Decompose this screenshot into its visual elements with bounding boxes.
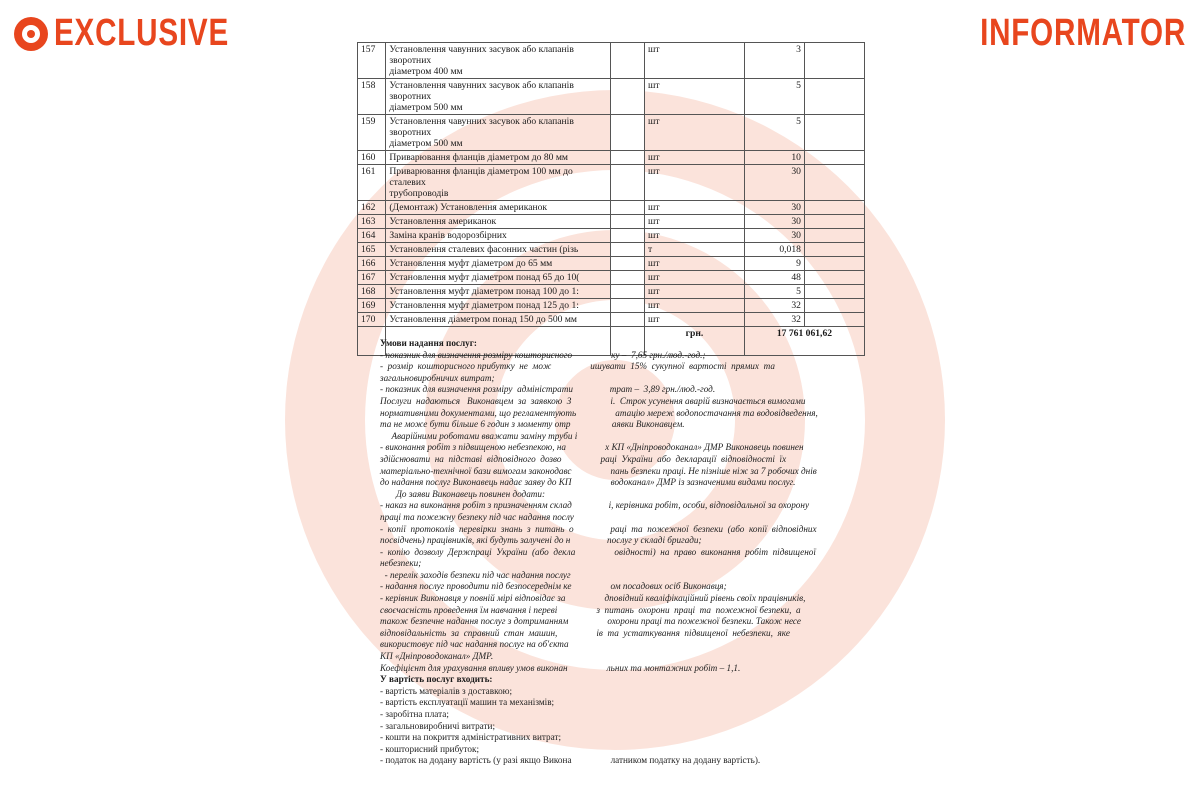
terms-line: Послуги надаються Виконавцем за заявкою З і. Строк усунення аварій визначається вимогами [380,395,806,406]
table-row [358,43,865,79]
row-gap [610,79,644,115]
terms-line: - розмір кошторисного прибутку не мож ишувати 15% сукупної вартості прямих та [380,361,775,372]
row-quantity: 9 [744,257,804,271]
row-unit: шт [645,201,745,215]
row-gap [610,285,644,299]
row-name: Приварювання фланців діаметром 100 мм до сталевих трубопроводів [386,165,610,201]
row-unit: шт [645,215,745,229]
terms-line: - надання послуг проводити під безпосереднім ке ом посадових осіб Виконавця; [380,581,727,592]
row-gap [610,313,644,327]
table-row [358,243,865,257]
table-row [358,115,865,151]
total-unit: грн. [645,327,745,356]
total-value: 17 761 061,62 [744,327,864,356]
terms-line: - копію дозволу Держпраці України (або декла овідності) на право виконання робіт підвищеної [380,546,816,557]
row-name: Установлення чавунних засувок або клапанів зворотних діаметром 400 мм [386,43,610,79]
row-gap [610,43,644,79]
row-number: 158 [358,79,386,115]
row-empty-cell [804,257,864,271]
row-number: 166 [358,257,386,271]
row-quantity: 32 [744,313,804,327]
row-name: Установлення муфт діаметром понад 125 до 1: [386,299,610,313]
terms-line: Аварійними роботами вважати заміну труби і [380,430,578,441]
terms-line: до надання послуг Виконавець надає заяву до КП водоканал» ДМР із зазначеними видами послуг. [380,477,796,488]
row-gap [610,229,644,243]
row-name: Установлення муфт діаметром понад 65 до 10( [386,271,610,285]
terms-line: - показник для визначення розміру кошторисного ку – 7,65 грн./люд.-год.; [380,349,706,360]
row-number: 161 [358,165,386,201]
cost-line: - податок на додану вартість (у разі якщо Викона латником податку на додану вартість). [380,755,761,766]
estimate-document [357,42,867,356]
row-number: 157 [358,43,386,79]
row-gap [610,257,644,271]
terms-line: КП «Дніпроводоканал» ДМР. [380,651,494,662]
row-empty-cell [804,313,864,327]
row-quantity: 5 [744,115,804,151]
cost-line: - вартість матеріалів з доставкою; [380,685,513,696]
cost-line: - кошти на покриття адміністративних витрат; [380,732,562,743]
table-row [358,313,865,327]
row-gap [610,215,644,229]
cost-line: - загальновиробничі витрати; [380,720,495,731]
cost-line: - заробітна плата; [380,709,449,719]
row-unit: шт [645,43,745,79]
terms-line: загальновиробничих витрат; [380,372,495,383]
row-number: 167 [358,271,386,285]
row-empty-cell [804,79,864,115]
cost-lines [380,686,852,767]
terms-line: Коефіцієнт для урахування впливу умов виконан льних та монтажних робіт – 1,1. [380,662,741,673]
cost-line: - вартість експлуатації машин та механізмів; [380,697,555,708]
row-name: (Демонтаж) Установлення американок [386,201,610,215]
table-row [358,299,865,313]
row-unit: шт [645,313,745,327]
row-empty-cell [804,165,864,201]
row-empty-cell [804,229,864,243]
terms-line: До заяви Виконавець повинен додати: [380,488,546,499]
terms-line: матеріально-технічної бази вимогам законодавс пань безпеки праці. Не пізніше ніж за 7 робочих днів [380,465,817,476]
row-gap [610,299,644,313]
row-unit: шт [645,79,745,115]
row-number: 168 [358,285,386,299]
terms-line: та не може бути більше 6 годин з моменту отр аявки Виконавцем. [380,419,685,430]
table-row [358,79,865,115]
brand-left-text: EXCLUSIVE [54,12,230,54]
terms-line: використовує під час надання послуг на об'єкта [380,639,569,650]
brand-right-text: INFORMATOR [980,12,1186,54]
row-name: Установлення чавунних засувок або клапанів зворотних діаметром 500 мм [386,115,610,151]
terms-line: - виконання робіт з підвищеною небезпекою, на х КП «Дніпроводоканал» ДМР Виконавець повинен [380,442,804,453]
row-quantity: 3 [744,43,804,79]
row-name: Приварювання фланців діаметром до 80 мм [386,151,610,165]
terms-lines [380,350,852,675]
terms-line: небезпеки; [380,558,422,569]
row-empty-cell [804,299,864,313]
row-number: 169 [358,299,386,313]
table-row [358,285,865,299]
row-unit: шт [645,115,745,151]
row-empty-cell [804,43,864,79]
exclusive-logo-icon [14,17,48,51]
row-unit: шт [645,257,745,271]
service-terms [380,338,852,767]
row-empty-cell [804,151,864,165]
brand-exclusive [14,12,278,55]
cost-line: - кошторисний прибуток; [380,743,479,754]
row-unit: шт [645,285,745,299]
terms-line: - перелік заходів безпеки під час надання послуг [380,569,571,580]
row-name: Установлення сталевих фасонних частин (різь [386,243,610,257]
row-unit: шт [645,151,745,165]
row-gap [610,165,644,201]
terms-line: відповідальність за справний стан машин, ів та устаткування підвищеної небезпеки, яке [380,627,790,638]
row-name: Установлення чавунних засувок або клапанів зворотних діаметром 500 мм [386,79,610,115]
row-quantity: 5 [744,79,804,115]
terms-line: - показник для визначення розміру адміністрати трат – 3,89 грн./люд.-год. [380,384,716,395]
row-name: Установлення американок [386,215,610,229]
row-quantity: 10 [744,151,804,165]
row-gap [610,115,644,151]
row-unit: шт [645,165,745,201]
row-number: 165 [358,243,386,257]
terms-line: праці та пожежну безпеку під час надання послу [380,511,574,522]
terms-line: - наказ на виконання робіт з призначенням склад і, керівника робіт, особи, відповідальної за охорону [380,500,810,511]
row-quantity: 30 [744,165,804,201]
row-number: 162 [358,201,386,215]
row-quantity: 30 [744,201,804,215]
terms-line: своєчасність проведення їм навчання і переві з питань охорони праці та пожежної безпеки, а [380,604,801,615]
row-quantity: 30 [744,215,804,229]
terms-line: - копії протоколів перевірки знань з питань о раці та пожежної безпеки (або копії відповідних [380,523,817,534]
table-row [358,215,865,229]
row-quantity: 48 [744,271,804,285]
row-empty-cell [804,243,864,257]
row-name: Заміна кранів водорозбірних [386,229,610,243]
cost-heading: У вартість послуг входить: [380,674,493,685]
row-number: 170 [358,313,386,327]
row-number: 160 [358,151,386,165]
row-unit: шт [645,271,745,285]
row-name: Установлення діаметром понад 150 до 500 мм [386,313,610,327]
row-gap [610,201,644,215]
row-gap [610,271,644,285]
terms-line: здійснювати на підставі відповідного дозво раці України або декларації відповідності їх [380,453,787,464]
row-empty-cell [804,285,864,299]
row-gap [610,151,644,165]
row-unit: шт [645,229,745,243]
terms-line: нормативними документами, що регламентують атацію мереж водопостачання та водовідведення, [380,407,818,418]
row-name: Установлення муфт діаметром до 65 мм [386,257,610,271]
row-number: 159 [358,115,386,151]
items-table [357,42,865,356]
row-empty-cell [804,115,864,151]
row-number: 163 [358,215,386,229]
row-empty-cell [804,201,864,215]
terms-line: також безпечне надання послуг з дотриманням охорони праці та пожежної безпеки. Також несе [380,616,801,627]
table-row [358,165,865,201]
table-row [358,257,865,271]
terms-line: - керівник Виконавця у повній мірі відповідає за дповідний кваліфікаційний рівень своїх працівників, [380,593,806,604]
table-row [358,271,865,285]
row-unit: т [645,243,745,257]
table-row [358,151,865,165]
row-gap [610,243,644,257]
terms-line: посвідчень) працівників, які будуть залучені до н послуг у складі бригади; [380,535,702,546]
row-quantity: 0,018 [744,243,804,257]
row-quantity: 30 [744,229,804,243]
row-empty-cell [804,271,864,285]
row-unit: шт [645,299,745,313]
row-name: Установлення муфт діаметром понад 100 до 1: [386,285,610,299]
row-quantity: 5 [744,285,804,299]
row-quantity: 32 [744,299,804,313]
terms-heading: Умови надання послуг: [380,338,477,348]
row-empty-cell [804,215,864,229]
table-row [358,201,865,215]
row-number: 164 [358,229,386,243]
table-row [358,229,865,243]
